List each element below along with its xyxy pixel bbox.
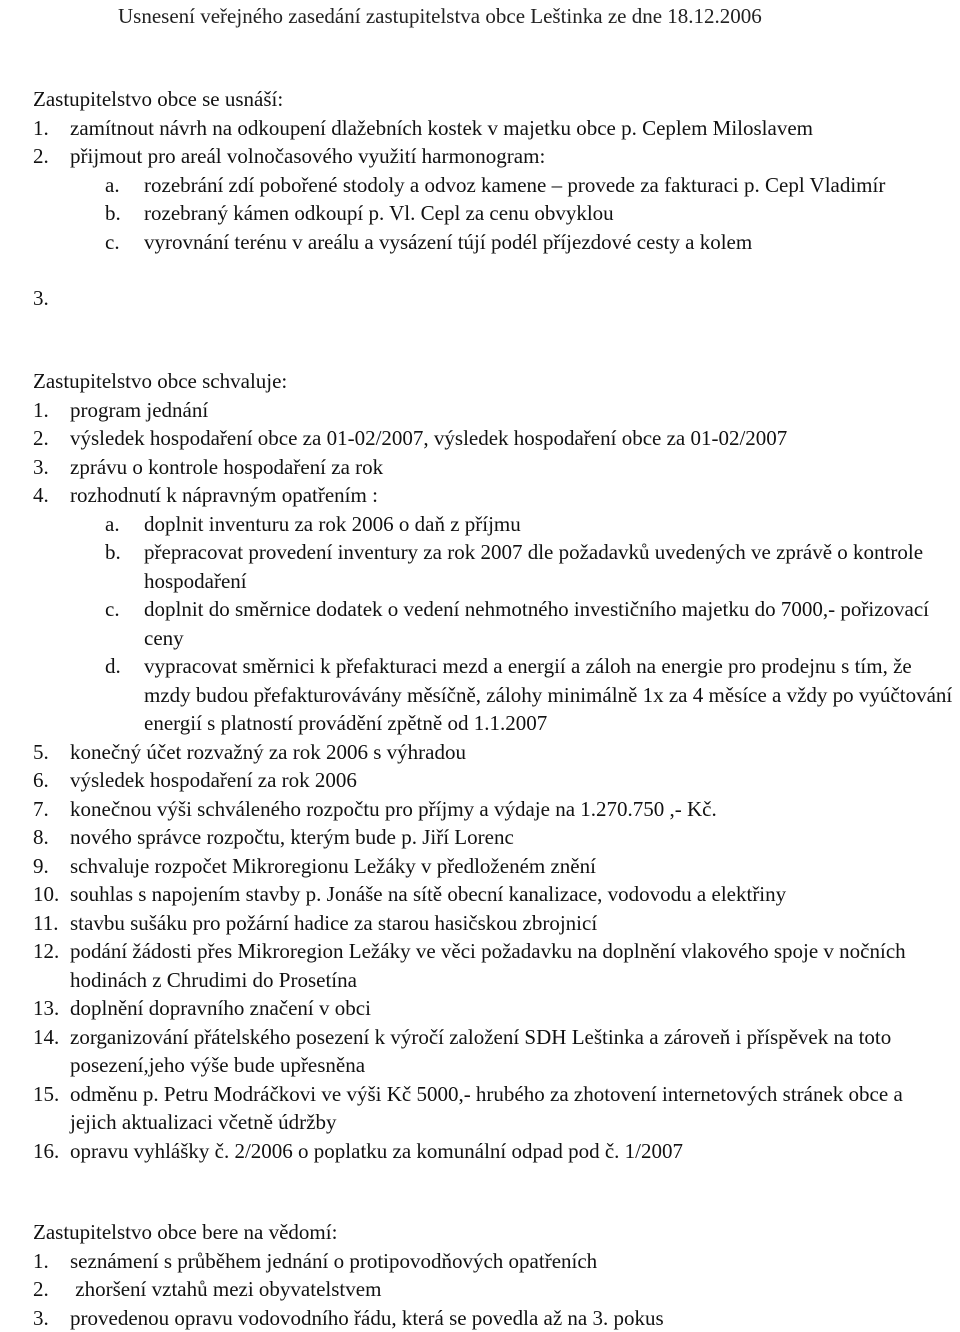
list-item: 11. stavbu sušáku pro požární hadice za starou hasičskou zbrojnicí [33, 909, 953, 938]
list-item: 3. provedenou opravu vodovodního řádu, která se povedla až na 3. pokus [33, 1304, 953, 1332]
sub-list-item: d. vypracovat směrnici k přefakturaci mezd a energií a záloh na energie pro prodejnu s tím, že mzdy budou přefakturovávány měsíčně, zálohy minimálně 1x za 4 měsíce a vždy po vyúčtování energií s platností provádění zpětně od 1.1.2007 [105, 652, 953, 738]
list-item: 3. [33, 284, 953, 313]
section-heading: Zastupitelstvo obce schvaluje: [33, 367, 953, 396]
list-item: 5. konečný účet rozvažný za rok 2006 s výhradou [33, 738, 953, 767]
section-usnasi [33, 85, 953, 313]
list-item: 1. zamítnout návrh na odkoupení dlažebních kostek v majetku obce p. Ceplem Miloslavem [33, 114, 953, 143]
section-bere-na-vedomi [33, 1218, 953, 1332]
list-item: 12. podání žádosti přes Mikroregion Ležáky ve věci požadavku na doplnění vlakového spoje v nočních hodinách z Chrudimi do Prosetína [33, 937, 953, 994]
list-item: 4. rozhodnutí k nápravným opatřením : [33, 481, 953, 510]
list-item: 2. zhoršení vztahů mezi obyvatelstvem [33, 1275, 953, 1304]
list-item: 10. souhlas s napojením stavby p. Jonáše na sítě obecní kanalizace, vodovodu a elektřiny [33, 880, 953, 909]
section-heading: Zastupitelstvo obce se usnáší: [33, 85, 953, 114]
section-schvaluje [33, 367, 953, 1165]
list-item: 14. zorganizování přátelského posezení k výročí založení SDH Leštinka a zároveň i příspěvek na toto posezení,jeho výše bude upřesněna [33, 1023, 953, 1080]
list-item: 1. program jednání [33, 396, 953, 425]
section-heading: Zastupitelstvo obce bere na vědomí: [33, 1218, 953, 1247]
list-item: 13. doplnění dopravního značení v obci [33, 994, 953, 1023]
list-item: 9. schvaluje rozpočet Mikroregionu Ležáky v předloženém znění [33, 852, 953, 881]
sub-list-item: a. rozebrání zdí pobořené stodoly a odvoz kamene – provede za fakturaci p. Cepl Vladimír [105, 171, 953, 200]
list-item: 3. zprávu o kontrole hospodaření za rok [33, 453, 953, 482]
list-item: 2. výsledek hospodaření obce za 01-02/2007, výsledek hospodaření obce za 01-02/2007 [33, 424, 953, 453]
list-item: 16. opravu vyhlášky č. 2/2006 o poplatku za komunální odpad pod č. 1/2007 [33, 1137, 953, 1166]
list-item: 2. přijmout pro areál volnočasového využití harmonogram: [33, 142, 953, 171]
list-item: 15. odměnu p. Petru Modráčkovi ve výši Kč 5000,- hrubého za zhotovení internetových stránek obce a jejich aktualizaci včetně údržby [33, 1080, 953, 1137]
list-item: 8. nového správce rozpočtu, kterým bude p. Jiří Lorenc [33, 823, 953, 852]
sub-list-item: b. rozebraný kámen odkoupí p. Vl. Cepl za cenu obvyklou [105, 199, 953, 228]
sub-list-item: b. přepracovat provedení inventury za rok 2007 dle požadavků uvedených ve zprávě o kontrole hospodaření [105, 538, 953, 595]
sub-list-item: c. doplnit do směrnice dodatek o vedení nehmotného investičního majetku do 7000,- pořizovací ceny [105, 595, 953, 652]
list-item: 6. výsledek hospodaření za rok 2006 [33, 766, 953, 795]
document-title: Usnesení veřejného zasedání zastupitelstva obce Leštinka ze dne 18.12.2006 [0, 0, 960, 31]
sub-list-item: a. doplnit inventuru za rok 2006 o daň z příjmu [105, 510, 953, 539]
list-item: 1. seznámení s průběhem jednání o protipovodňových opatřeních [33, 1247, 953, 1276]
list-item: 7. konečnou výši schváleného rozpočtu pro příjmy a výdaje na 1.270.750 ,- Kč. [33, 795, 953, 824]
sub-list-item: c. vyrovnání terénu v areálu a vysázení tújí podél příjezdové cesty a kolem [105, 228, 953, 257]
